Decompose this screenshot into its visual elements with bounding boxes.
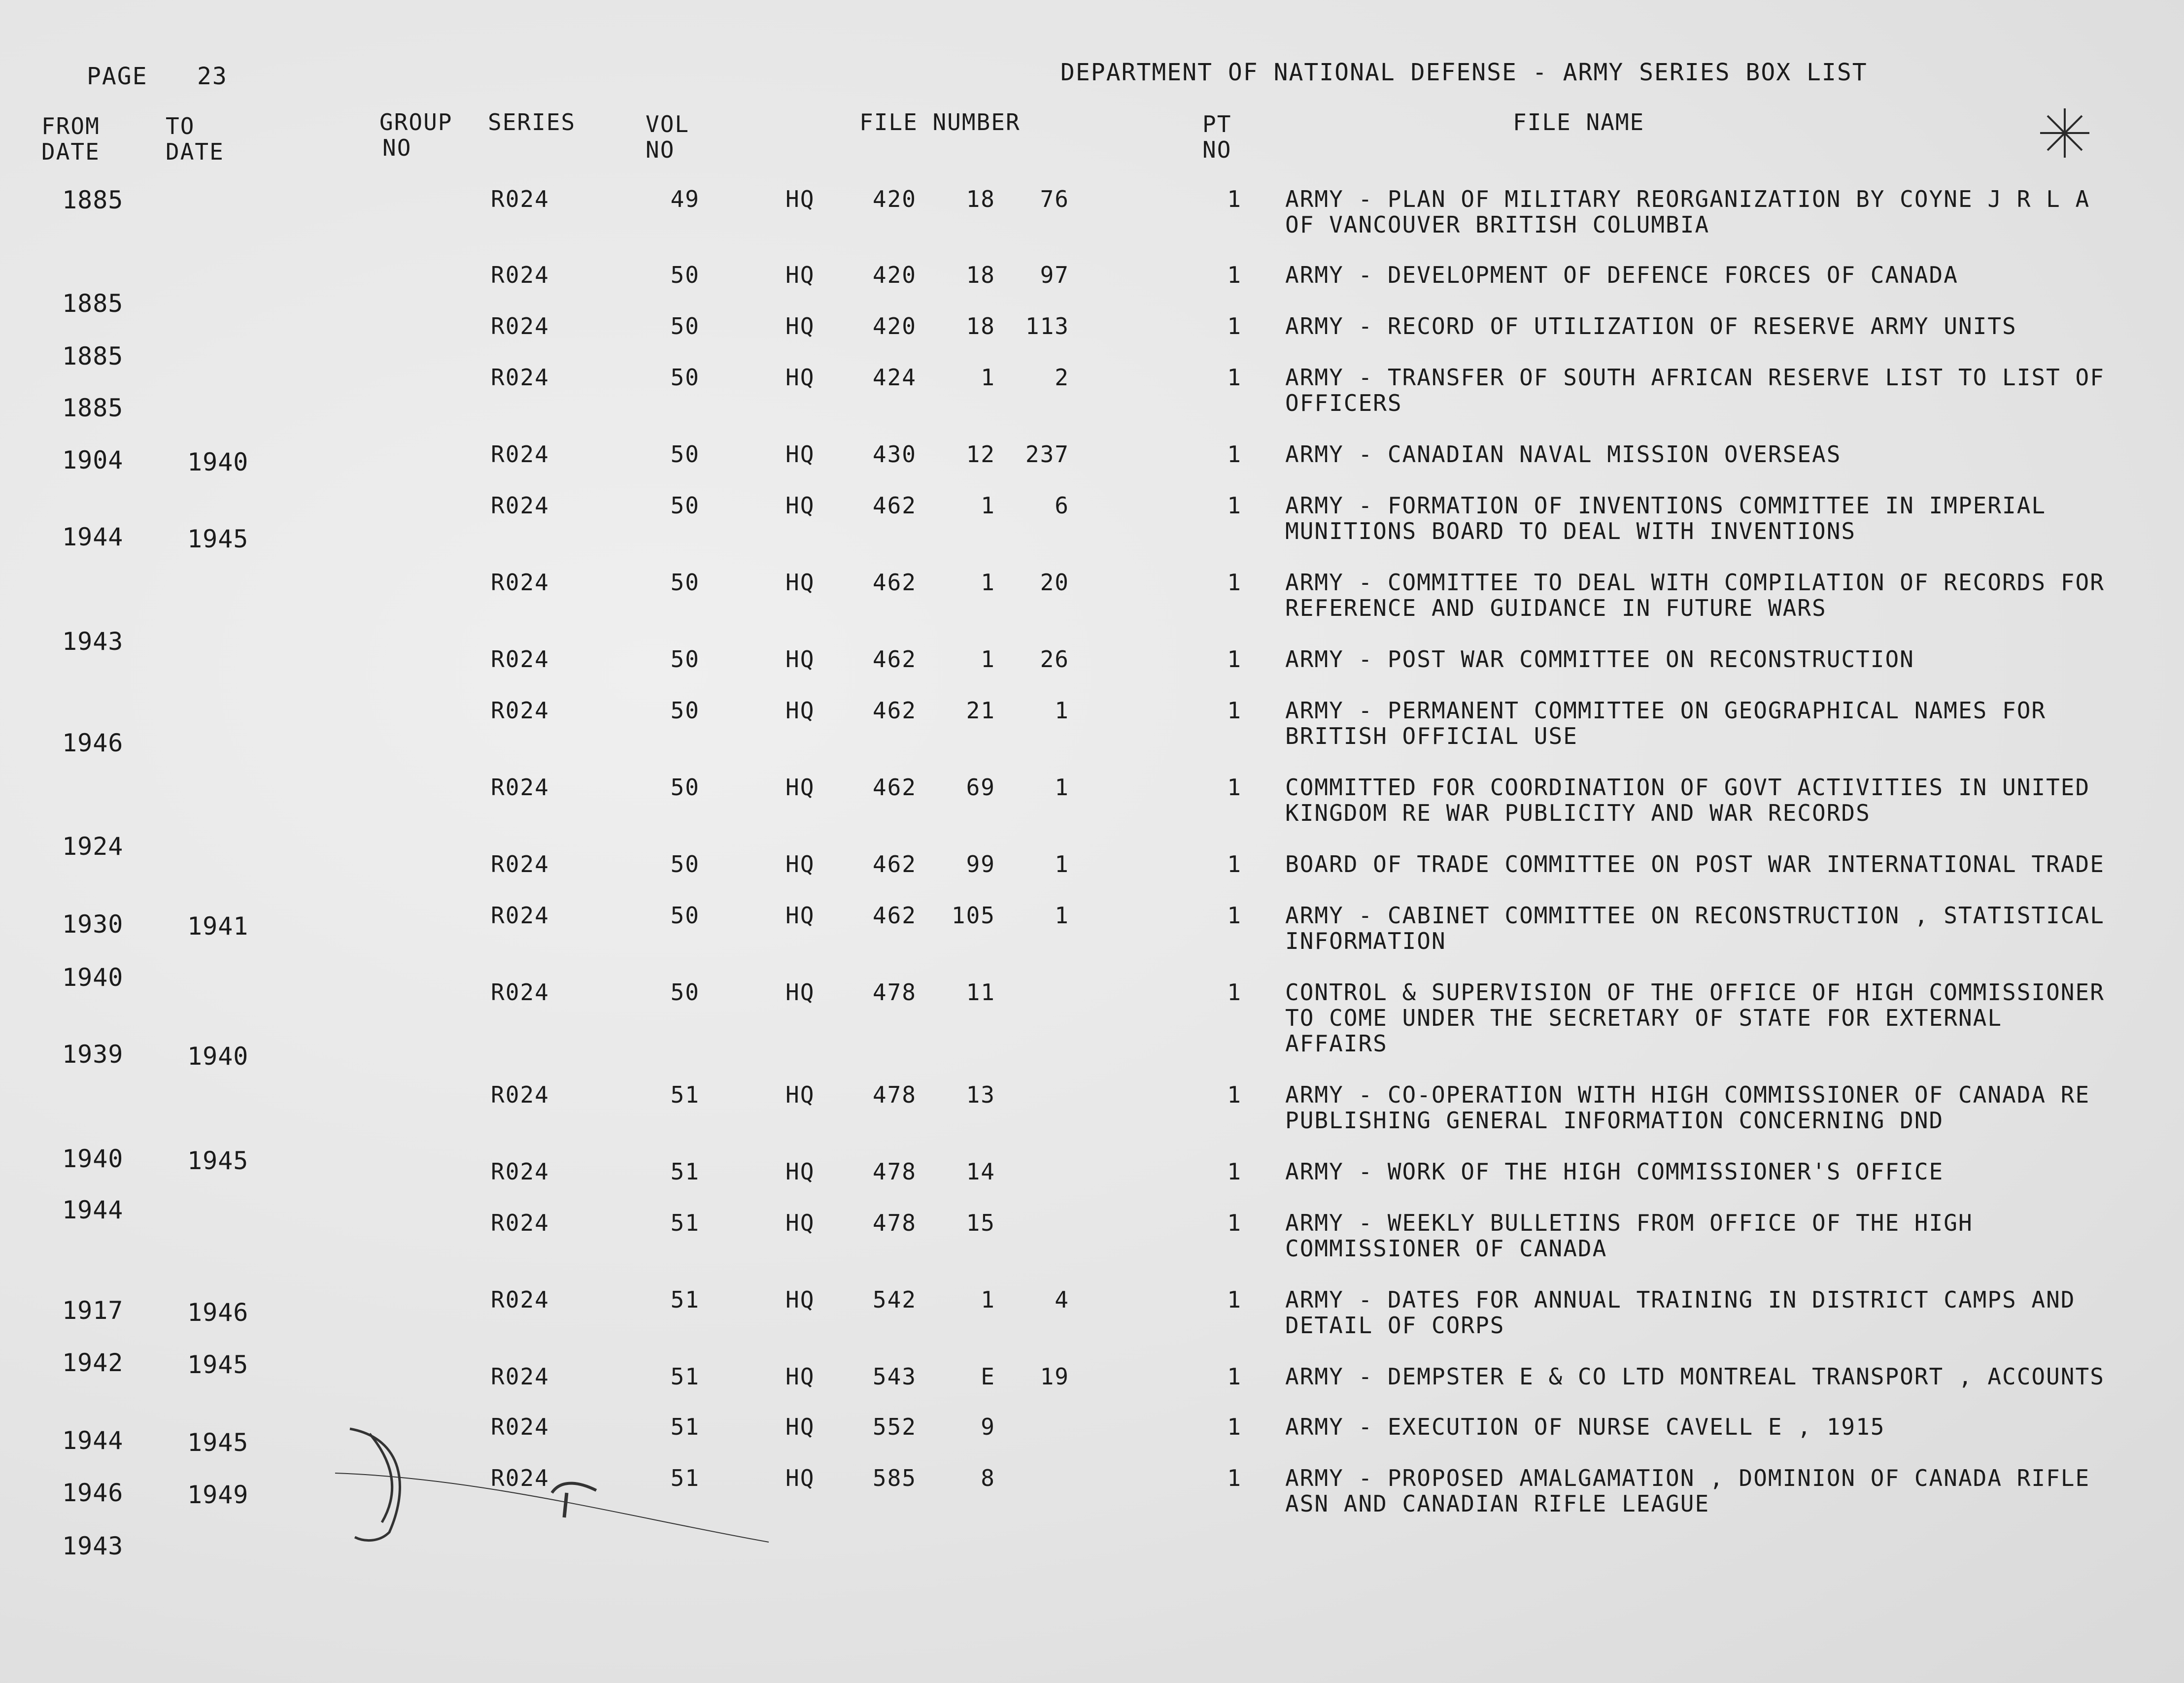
to-date: 1946 [187, 1298, 249, 1327]
col-header-series: SERIES [488, 109, 576, 135]
from-date: 1946 [62, 1479, 124, 1507]
vol-cell: 51 [670, 1286, 700, 1313]
file-name-cell [1285, 1465, 2090, 1516]
file-name-line: ASN AND CANADIAN RIFLE LEAGUE [1285, 1490, 1710, 1517]
file-name-cell [1285, 365, 2105, 416]
file-number-tertiary: 76 [1040, 186, 1069, 212]
from-date: 1940 [62, 963, 124, 992]
office-cell: HQ [785, 1414, 815, 1440]
file-number-tertiary: 6 [1055, 492, 1069, 519]
file-name-cell [1285, 570, 2105, 621]
vol-cell: 51 [670, 1414, 700, 1440]
file-number-secondary: 14 [966, 1158, 995, 1185]
file-name-line: ARMY - POST WAR COMMITTEE ON RECONSTRUCTION [1285, 646, 1914, 673]
file-name-line: ARMY - PROPOSED AMALGAMATION , DOMINION OF CANADA RIFLE [1285, 1465, 2090, 1491]
file-number-primary: 478 [872, 1081, 917, 1108]
series-cell: R024 [491, 441, 549, 468]
file-name-line: ARMY - DEVELOPMENT OF DEFENCE FORCES OF CANADA [1285, 262, 1958, 288]
series-cell: R024 [491, 569, 549, 596]
series-cell: R024 [491, 186, 549, 212]
office-cell: HQ [785, 1081, 815, 1108]
col-header-vol-no-1: VOL [646, 111, 690, 137]
vol-cell: 50 [670, 646, 700, 673]
file-number-primary: 478 [872, 1210, 917, 1236]
office-cell: HQ [785, 1210, 815, 1236]
from-date: 1944 [62, 523, 124, 551]
office-cell: HQ [785, 313, 815, 339]
series-cell: R024 [491, 851, 549, 877]
file-name-line: PUBLISHING GENERAL INFORMATION CONCERNING DND [1285, 1107, 1944, 1134]
pt-cell: 1 [1227, 1210, 1242, 1236]
office-cell: HQ [785, 646, 815, 673]
col-header-to-date-2: DATE [166, 138, 224, 165]
office-cell: HQ [785, 1363, 815, 1390]
file-name-line: TO COME UNDER THE SECRETARY OF STATE FOR EXTERNAL [1285, 1005, 2003, 1031]
col-header-pt-no-2: NO [1202, 136, 1232, 163]
office-cell: HQ [785, 492, 815, 519]
file-name-line: ARMY - EXECUTION OF NURSE CAVELL E , 1915 [1285, 1414, 1885, 1440]
office-cell: HQ [785, 979, 815, 1006]
file-number-secondary: 21 [966, 697, 995, 724]
file-name-cell [1285, 698, 2046, 749]
file-number-secondary: 1 [981, 569, 995, 596]
file-name-cell [1285, 1364, 2105, 1389]
office-cell: HQ [785, 1465, 815, 1491]
col-header-vol-no-2: NO [646, 136, 675, 163]
vol-cell: 51 [670, 1158, 700, 1185]
pt-cell: 1 [1227, 492, 1242, 519]
file-name-line: OF VANCOUVER BRITISH COLUMBIA [1285, 211, 1710, 238]
file-name-line: ARMY - TRANSFER OF SOUTH AFRICAN RESERVE LIST TO LIST OF [1285, 364, 2105, 391]
file-number-secondary: 12 [966, 441, 995, 468]
file-name-line: ARMY - CO-OPERATION WITH HIGH COMMISSIONER OF CANADA RE [1285, 1081, 2090, 1108]
file-number-secondary: 8 [981, 1465, 995, 1491]
from-date: 1943 [62, 627, 124, 656]
vol-cell: 51 [670, 1363, 700, 1390]
file-name-line: ARMY - CABINET COMMITTEE ON RECONSTRUCTION , STATISTICAL [1285, 902, 2105, 929]
col-header-from-date-2: DATE [41, 138, 100, 165]
series-cell: R024 [491, 313, 549, 339]
office-cell: HQ [785, 774, 815, 801]
office-cell: HQ [785, 186, 815, 212]
office-cell: HQ [785, 1158, 815, 1185]
col-header-file-name: FILE NAME [1513, 109, 1645, 135]
file-number-secondary: 13 [966, 1081, 995, 1108]
file-number-tertiary: 20 [1040, 569, 1069, 596]
vol-cell: 50 [670, 364, 700, 391]
file-number-primary: 462 [872, 646, 917, 673]
series-cell: R024 [491, 979, 549, 1006]
file-number-tertiary: 113 [1025, 313, 1069, 339]
office-cell: HQ [785, 569, 815, 596]
series-cell: R024 [491, 646, 549, 673]
file-name-cell [1285, 262, 1958, 288]
file-number-tertiary: 237 [1025, 441, 1069, 468]
file-number-secondary: 105 [951, 902, 995, 929]
pt-cell: 1 [1227, 851, 1242, 877]
vol-cell: 50 [670, 979, 700, 1006]
document-title: DEPARTMENT OF NATIONAL DEFENSE - ARMY SERIES BOX LIST [1060, 59, 1868, 86]
file-number-primary: 462 [872, 851, 917, 877]
pt-cell: 1 [1227, 186, 1242, 212]
series-cell: R024 [491, 902, 549, 929]
from-date: 1885 [62, 186, 124, 214]
file-number-primary: 462 [872, 902, 917, 929]
vol-cell: 50 [670, 774, 700, 801]
file-name-cell [1285, 903, 2105, 954]
file-number-tertiary: 4 [1055, 1286, 1069, 1313]
from-date: 1924 [62, 832, 124, 861]
file-name-line: ARMY - WEEKLY BULLETINS FROM OFFICE OF THE HIGH [1285, 1210, 1973, 1236]
series-cell: R024 [491, 697, 549, 724]
from-date: 1946 [62, 729, 124, 757]
col-header-pt-no-1: PT [1202, 111, 1232, 137]
series-cell: R024 [491, 774, 549, 801]
file-number-tertiary: 1 [1055, 902, 1069, 929]
vol-cell: 50 [670, 313, 700, 339]
from-date: 1904 [62, 446, 124, 474]
office-cell: HQ [785, 364, 815, 391]
vol-cell: 50 [670, 492, 700, 519]
file-name-line: ARMY - PERMANENT COMMITTEE ON GEOGRAPHICAL NAMES FOR [1285, 697, 2047, 724]
series-cell: R024 [491, 364, 549, 391]
file-number-tertiary: 2 [1055, 364, 1069, 391]
page-label: PAGE [87, 63, 148, 90]
from-date: 1917 [62, 1296, 124, 1325]
series-cell: R024 [491, 1081, 549, 1108]
file-name-cell [1285, 1210, 1973, 1261]
file-name-line: KINGDOM RE WAR PUBLICITY AND WAR RECORDS [1285, 800, 1871, 826]
to-date: 1945 [187, 1146, 249, 1175]
pt-cell: 1 [1227, 313, 1242, 339]
from-date: 1885 [62, 394, 124, 422]
office-cell: HQ [785, 1286, 815, 1313]
from-date: 1940 [62, 1144, 124, 1173]
file-number-secondary: 1 [981, 646, 995, 673]
file-name-line: CONTROL & SUPERVISION OF THE OFFICE OF HIGH COMMISSIONER [1285, 979, 2105, 1006]
file-number-primary: 543 [872, 1363, 917, 1390]
file-name-cell [1285, 851, 2105, 877]
office-cell: HQ [785, 262, 815, 288]
pt-cell: 1 [1227, 1286, 1242, 1313]
series-cell: R024 [491, 1286, 549, 1313]
series-cell: R024 [491, 1210, 549, 1236]
file-name-cell [1285, 441, 1841, 467]
pt-cell: 1 [1227, 262, 1242, 288]
ink-star-mark [2030, 99, 2099, 168]
file-name-line: ARMY - WORK OF THE HIGH COMMISSIONER'S OFFICE [1285, 1158, 1944, 1185]
file-name-cell [1285, 1159, 1944, 1184]
file-number-primary: 462 [872, 569, 917, 596]
file-name-cell [1285, 979, 2105, 1056]
file-number-tertiary: 19 [1040, 1363, 1069, 1390]
file-name-line: BOARD OF TRADE COMMITTEE ON POST WAR INTERNATIONAL TRADE [1285, 851, 2105, 877]
file-number-secondary: 1 [981, 492, 995, 519]
file-number-primary: 420 [872, 186, 917, 212]
file-name-cell [1285, 1414, 1885, 1440]
series-cell: R024 [491, 1158, 549, 1185]
to-date: 1949 [187, 1481, 249, 1509]
file-number-secondary: 99 [966, 851, 995, 877]
file-name-cell [1285, 774, 2090, 826]
col-header-file-number: FILE NUMBER [859, 109, 1021, 135]
file-number-primary: 420 [872, 313, 917, 339]
pt-cell: 1 [1227, 902, 1242, 929]
file-number-primary: 420 [872, 262, 917, 288]
from-date: 1939 [62, 1040, 124, 1069]
col-header-from-date-1: FROM [41, 113, 100, 139]
series-cell: R024 [491, 1363, 549, 1390]
file-number-secondary: 1 [981, 364, 995, 391]
pt-cell: 1 [1227, 1081, 1242, 1108]
vol-cell: 49 [670, 186, 700, 212]
from-date: 1942 [62, 1348, 124, 1377]
from-date: 1885 [62, 289, 124, 318]
pt-cell: 1 [1227, 1414, 1242, 1440]
pt-cell: 1 [1227, 569, 1242, 596]
file-number-secondary: 18 [966, 313, 995, 339]
office-cell: HQ [785, 697, 815, 724]
vol-cell: 51 [670, 1210, 700, 1236]
col-header-to-date-1: TO [166, 113, 195, 139]
vol-cell: 50 [670, 902, 700, 929]
series-cell: R024 [491, 262, 549, 288]
file-name-line: ARMY - FORMATION OF INVENTIONS COMMITTEE IN IMPERIAL [1285, 492, 2047, 519]
file-number-primary: 478 [872, 1158, 917, 1185]
file-number-secondary: 18 [966, 186, 995, 212]
file-number-secondary: 9 [981, 1414, 995, 1440]
file-name-line: AFFAIRS [1285, 1030, 1388, 1057]
file-name-cell [1285, 186, 2090, 237]
file-name-line: ARMY - DATES FOR ANNUAL TRAINING IN DISTRICT CAMPS AND [1285, 1286, 2076, 1313]
file-number-tertiary: 26 [1040, 646, 1069, 673]
file-name-line: MUNITIONS BOARD TO DEAL WITH INVENTIONS [1285, 518, 1856, 544]
to-date: 1945 [187, 1428, 249, 1457]
file-name-line: ARMY - DEMPSTER E & CO LTD MONTREAL TRANSPORT , ACCOUNTS [1285, 1363, 2105, 1390]
file-number-secondary: E [981, 1363, 995, 1390]
file-name-line: INFORMATION [1285, 928, 1446, 954]
file-name-line: BRITISH OFFICIAL USE [1285, 723, 1578, 749]
file-name-line: COMMISSIONER OF CANADA [1285, 1235, 1607, 1262]
file-number-secondary: 1 [981, 1286, 995, 1313]
to-date: 1945 [187, 525, 249, 553]
pt-cell: 1 [1227, 441, 1242, 468]
col-header-group-no-2: NO [382, 135, 412, 161]
file-name-cell [1285, 1287, 2076, 1338]
office-cell: HQ [785, 441, 815, 468]
file-number-tertiary: 1 [1055, 697, 1069, 724]
from-date: 1885 [62, 342, 124, 370]
vol-cell: 51 [670, 1465, 700, 1491]
from-date: 1943 [62, 1532, 124, 1560]
file-number-tertiary: 97 [1040, 262, 1069, 288]
file-name-line: ARMY - PLAN OF MILITARY REORGANIZATION BY COYNE J R L A [1285, 186, 2090, 212]
file-number-primary: 430 [872, 441, 917, 468]
file-name-line: COMMITTED FOR COORDINATION OF GOVT ACTIVITIES IN UNITED [1285, 774, 2090, 801]
pt-cell: 1 [1227, 697, 1242, 724]
vol-cell: 50 [670, 441, 700, 468]
file-number-secondary: 18 [966, 262, 995, 288]
file-number-primary: 542 [872, 1286, 917, 1313]
file-name-cell [1285, 1082, 2090, 1133]
vol-cell: 50 [670, 262, 700, 288]
to-date: 1945 [187, 1350, 249, 1379]
series-cell: R024 [491, 1414, 549, 1440]
file-number-primary: 462 [872, 774, 917, 801]
file-number-secondary: 11 [966, 979, 995, 1006]
file-name-line: ARMY - RECORD OF UTILIZATION OF RESERVE ARMY UNITS [1285, 313, 2017, 339]
pt-cell: 1 [1227, 364, 1242, 391]
to-date: 1940 [187, 448, 249, 476]
pt-cell: 1 [1227, 1363, 1242, 1390]
file-name-line: ARMY - COMMITTEE TO DEAL WITH COMPILATION OF RECORDS FOR [1285, 569, 2105, 596]
vol-cell: 50 [670, 851, 700, 877]
vol-cell: 50 [670, 697, 700, 724]
file-number-primary: 585 [872, 1465, 917, 1491]
pt-cell: 1 [1227, 774, 1242, 801]
file-number-tertiary: 1 [1055, 774, 1069, 801]
vol-cell: 50 [670, 569, 700, 596]
file-name-line: OFFICERS [1285, 390, 1402, 416]
file-number-primary: 462 [872, 697, 917, 724]
file-name-cell [1285, 313, 2017, 339]
col-header-group-no-1: GROUP [379, 109, 453, 135]
office-cell: HQ [785, 851, 815, 877]
file-number-primary: 552 [872, 1414, 917, 1440]
file-number-secondary: 15 [966, 1210, 995, 1236]
pt-cell: 1 [1227, 1465, 1242, 1491]
from-date: 1944 [62, 1196, 124, 1224]
file-name-line: REFERENCE AND GUIDANCE IN FUTURE WARS [1285, 595, 1827, 621]
page-number: 23 [197, 63, 228, 90]
file-number-primary: 462 [872, 492, 917, 519]
to-date: 1941 [187, 912, 249, 941]
vol-cell: 51 [670, 1081, 700, 1108]
file-name-cell [1285, 493, 2046, 544]
pt-cell: 1 [1227, 1158, 1242, 1185]
file-number-primary: 424 [872, 364, 917, 391]
to-date: 1940 [187, 1042, 249, 1071]
office-cell: HQ [785, 902, 815, 929]
file-number-secondary: 69 [966, 774, 995, 801]
series-cell: R024 [491, 492, 549, 519]
from-date: 1930 [62, 910, 124, 939]
file-name-line: ARMY - CANADIAN NAVAL MISSION OVERSEAS [1285, 441, 1842, 468]
file-number-tertiary: 1 [1055, 851, 1069, 877]
pt-cell: 1 [1227, 646, 1242, 673]
series-cell: R024 [491, 1465, 549, 1491]
file-name-cell [1285, 646, 1914, 672]
file-number-primary: 478 [872, 979, 917, 1006]
file-name-line: DETAIL OF CORPS [1285, 1312, 1505, 1339]
from-date: 1944 [62, 1426, 124, 1455]
pt-cell: 1 [1227, 979, 1242, 1006]
